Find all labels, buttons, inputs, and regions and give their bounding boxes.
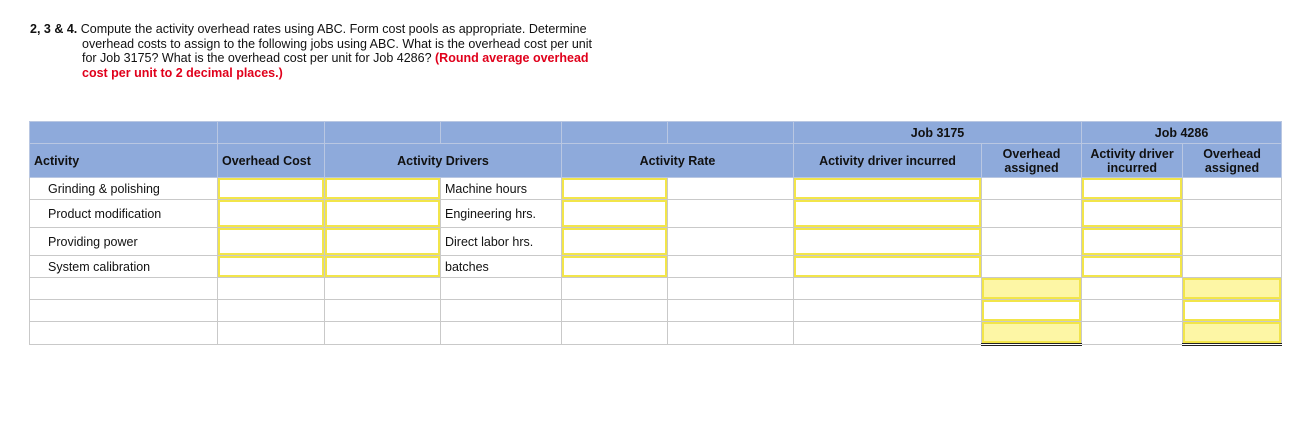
total-overhead-row <box>30 278 1282 300</box>
activity-rate-input[interactable] <box>562 228 667 255</box>
driver-quantity-input[interactable] <box>325 256 440 277</box>
activity-driver-label: Direct labor hrs. <box>441 228 562 256</box>
activity-driver-label: batches <box>441 256 562 278</box>
job-3175-driver-input[interactable] <box>794 228 981 255</box>
overhead-assigned-4286-header: Overhead assigned <box>1183 144 1282 178</box>
overhead-cost-input[interactable] <box>218 256 324 277</box>
driver-incurred-3175-header: Activity driver incurred <box>794 144 982 178</box>
activity-name: Providing power <box>30 228 218 256</box>
job-4286-driver-input[interactable] <box>1082 256 1182 277</box>
activity-name: Product modification <box>30 200 218 228</box>
overhead-cost-input[interactable] <box>218 200 324 227</box>
overhead-cost-input[interactable] <box>218 178 324 199</box>
activity-name: Grinding & polishing <box>30 178 218 200</box>
job-4286-driver-input[interactable] <box>1082 178 1182 199</box>
cost-per-unit-row <box>30 322 1282 345</box>
activity-driver-label: Machine hours <box>441 178 562 200</box>
activity-drivers-header: Activity Drivers <box>325 144 562 178</box>
job-4286-header: Job 4286 <box>1082 122 1282 144</box>
table-row <box>30 228 1282 256</box>
units-row <box>30 300 1282 322</box>
job-4286-units-input[interactable] <box>1183 300 1281 321</box>
job-3175-total-overhead-input[interactable] <box>982 278 1081 299</box>
job-3175-cost-per-unit-input[interactable] <box>982 322 1081 343</box>
table-row <box>30 178 1282 200</box>
rounding-instruction-a: (Round average overhead <box>435 51 589 65</box>
job-3175-units-input[interactable] <box>982 300 1081 321</box>
overhead-cost-header: Overhead Cost <box>218 144 325 178</box>
driver-quantity-input[interactable] <box>325 178 440 199</box>
header-row-columns <box>30 144 1282 178</box>
overhead-assigned-3175-header: Overhead assigned <box>982 144 1082 178</box>
question-text <box>30 22 592 80</box>
question-line-1: Compute the activity overhead rates using ABC. Form cost pools as appropriate. Determine <box>80 22 587 36</box>
job-3175-driver-input[interactable] <box>794 178 981 199</box>
driver-incurred-4286-header: Activity driver incurred <box>1082 144 1183 178</box>
driver-quantity-input[interactable] <box>325 228 440 255</box>
job-3175-driver-input[interactable] <box>794 256 981 277</box>
job-4286-total-overhead-input[interactable] <box>1183 278 1281 299</box>
table-row <box>30 200 1282 228</box>
rounding-instruction-b: cost per unit to 2 decimal places.) <box>82 65 283 80</box>
job-4286-driver-input[interactable] <box>1082 228 1182 255</box>
overhead-cost-input[interactable] <box>218 228 324 255</box>
activity-rate-input[interactable] <box>562 200 667 227</box>
job-3175-driver-input[interactable] <box>794 200 981 227</box>
activity-rate-input[interactable] <box>562 256 667 277</box>
table-row <box>30 256 1282 278</box>
job-4286-cost-per-unit-input[interactable] <box>1183 322 1281 343</box>
activity-name: System calibration <box>30 256 218 278</box>
driver-quantity-input[interactable] <box>325 200 440 227</box>
question-number: 2, 3 & 4. <box>30 22 78 36</box>
activity-rate-header: Activity Rate <box>562 144 794 178</box>
question-line-3: for Job 3175? What is the overhead cost per unit for Job 4286? <box>82 51 432 65</box>
job-4286-driver-input[interactable] <box>1082 200 1182 227</box>
header-row-jobs <box>30 122 1282 144</box>
activity-header: Activity <box>30 144 218 178</box>
activity-rate-input[interactable] <box>562 178 667 199</box>
question-line-2: overhead costs to assign to the following jobs using ABC. What is the overhead cost per unit <box>82 36 593 51</box>
job-3175-header: Job 3175 <box>794 122 1082 144</box>
activity-driver-label: Engineering hrs. <box>441 200 562 228</box>
abc-worksheet-table <box>29 121 1282 346</box>
